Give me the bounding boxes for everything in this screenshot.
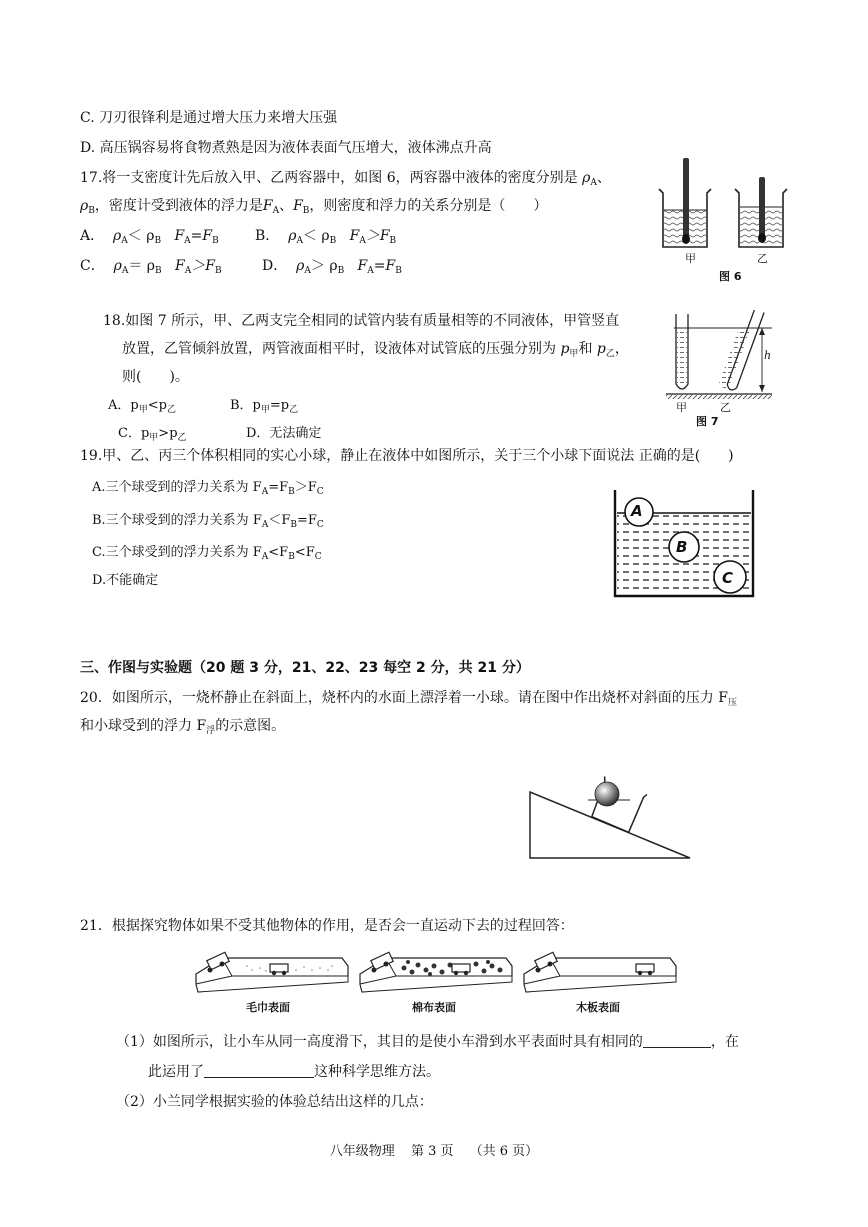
option-18-b: [230, 396, 298, 420]
opt-rel: ＞F: [191, 258, 215, 274]
surface-towel-drawing: [192, 948, 352, 998]
question-17-line2: [80, 196, 547, 221]
ball-a-label: A: [631, 502, 643, 520]
surface-cotton-label: 棉布表面: [412, 1001, 456, 1014]
symbol-fb: F: [293, 198, 303, 214]
opt-text: ＜F: [268, 513, 291, 528]
figure-20-drawing: [522, 762, 694, 870]
question-17-text: 17.将一支密度计先后放入甲、乙两容器中，如图 6，两容器中液体的密度分别是: [80, 170, 578, 186]
question-21: 21．根据探究物体如果不受其他物体的作用，是否会一直运动下去的过程回答：: [80, 918, 574, 934]
subscript: 乙: [605, 349, 615, 359]
answer-blank-2[interactable]: [204, 1063, 314, 1078]
opt-sym: F: [175, 258, 185, 274]
answer-blank-1[interactable]: [643, 1033, 711, 1048]
subscript: 甲: [138, 405, 148, 415]
surface-wood-drawing: [520, 948, 680, 998]
question-18-line2: [122, 339, 629, 364]
opt-text: <F: [268, 545, 289, 560]
section-3-heading: 三、作图与实验题（20 题 3 分，21、22、23 每空 2 分，共 21 分）: [80, 660, 530, 676]
question-21-text: ，在: [710, 1034, 739, 1050]
opt-sym: ρ: [113, 228, 122, 244]
figure-21-cotton: [356, 948, 516, 1020]
punct: 、: [596, 170, 611, 186]
opt-sym: ρ: [288, 228, 297, 244]
subscript: B: [329, 236, 337, 246]
subscript: B: [302, 206, 310, 216]
subscript: A: [184, 266, 192, 276]
opt-rel: ＞ ρ: [310, 258, 338, 274]
figure-6-caption: 图 6: [719, 270, 742, 283]
subscript: A: [367, 266, 374, 276]
footer-subject: 八年级物理: [329, 1144, 395, 1159]
ball-b-label: B: [676, 538, 688, 556]
punct: ，: [614, 341, 629, 357]
opt-rel: ＜ ρ: [127, 228, 155, 244]
figure-7: [662, 310, 782, 430]
subscript: B: [214, 266, 222, 276]
question-20-line1: [80, 688, 737, 713]
subscript: B: [395, 266, 402, 276]
symbol-fa: F: [262, 198, 273, 214]
opt-letter: C．: [80, 258, 105, 274]
subscript: A: [261, 520, 269, 530]
question-21-part1-line2: [148, 1062, 440, 1082]
opt-sym: F: [357, 258, 368, 274]
figure-19: [612, 488, 757, 600]
subscript: B: [155, 266, 162, 276]
opt-text: <F: [294, 545, 315, 560]
subscript: B: [337, 266, 345, 276]
opt-text: A.三个球受到的浮力关系为 F: [92, 480, 262, 495]
ball-c-label: C: [722, 569, 734, 587]
option-17-d: [262, 256, 402, 281]
surface-cotton-drawing: [356, 948, 516, 998]
question-21-text: 此运用了: [148, 1064, 204, 1080]
surface-wood-label: 木板表面: [576, 1001, 620, 1014]
subscript: A: [261, 487, 269, 497]
option-19-a: [92, 478, 324, 502]
opt-sym: ρ: [296, 258, 305, 274]
option-17-a: [80, 226, 219, 251]
page-footer: [0, 1140, 868, 1159]
figure-7-label-yi: 乙: [720, 401, 731, 414]
subscript: 甲: [149, 433, 159, 443]
subscript: C: [314, 552, 322, 562]
question-21-text: （1）如图所示，让小车从同一高度滑下，其目的是使小车滑到水平表面时具有相同的: [116, 1034, 643, 1050]
figure-20: [522, 762, 694, 870]
option-17-b: [255, 226, 396, 251]
option-16-d: D. 高压锅容易将食物煮熟是因为液体表面气压增大，液体沸点升高: [80, 140, 492, 156]
opt-sym: F: [349, 228, 360, 244]
subscript: B: [389, 236, 397, 246]
subscript: C: [316, 520, 324, 530]
subscript: A: [296, 236, 303, 246]
subscript: B: [212, 236, 219, 246]
question-20-text: 20．如图所示，一烧杯静止在斜面上，烧杯内的水面上漂浮着一小球。请在图中作出烧杯对斜面的压力 F: [80, 690, 728, 706]
opt-text: =F: [297, 513, 317, 528]
question-18-line3: 则( )。: [122, 369, 189, 385]
subscript: B: [290, 520, 297, 530]
question-19: 19.甲、乙、丙三个体积相同的实心小球，静止在液体中如图所示，关于三个小球下面说法 正确的是( ): [80, 448, 734, 464]
subscript: B: [288, 552, 295, 562]
opt-text: <p: [147, 398, 167, 413]
opt-rel: ＞F: [365, 228, 390, 244]
subscript: B: [154, 236, 162, 246]
footer-total-pages: （共 6 页）: [469, 1144, 539, 1159]
question-17-text2: ，密度计受到液体的浮力是: [94, 198, 263, 214]
figure-6-label-yi: 乙: [757, 252, 768, 265]
subscript: A: [121, 236, 128, 246]
opt-letter: D．: [262, 258, 288, 274]
subscript: 乙: [166, 405, 176, 415]
figure-7-label-jia: 甲: [676, 401, 687, 414]
subscript: B: [88, 206, 95, 216]
figure-21-wood: [520, 948, 680, 1020]
subscript: A: [121, 266, 129, 276]
figure-7-h-label: h: [764, 349, 772, 362]
subscript: A: [272, 206, 280, 216]
question-21-text: 这种科学思维方法。: [314, 1064, 440, 1080]
figure-6-label-jia: 甲: [685, 252, 696, 265]
opt-letter: B．: [255, 228, 280, 244]
question-17-line1: [80, 168, 611, 193]
question-21-part2: （2）小兰同学根据实验的体验总结出这样的几点：: [116, 1094, 433, 1110]
option-18-a: [108, 396, 176, 420]
opt-text: B．p: [230, 398, 261, 413]
opt-rel: =F: [190, 228, 213, 244]
option-18-d: D．无法确定: [246, 426, 322, 441]
subscript: 乙: [177, 433, 187, 443]
question-18-line1: 18.如图 7 所示，甲、乙两支完全相同的试管内装有质量相等的不同液体，甲管竖直: [103, 313, 620, 329]
footer-page-number: 第 3 页: [410, 1144, 454, 1159]
symbol-p: p: [596, 341, 606, 357]
figure-6: [655, 155, 795, 290]
opt-text: >p: [158, 426, 178, 441]
opt-letter: A．: [80, 228, 105, 244]
figure-21-towel: [192, 948, 352, 1020]
subscript: A: [590, 178, 597, 188]
question-20-text3: 的示意图。: [215, 718, 286, 734]
question-20-text2: 和小球受到的浮力 F: [80, 718, 207, 734]
option-19-d: D.不能确定: [92, 573, 159, 588]
subscript: 甲: [260, 405, 270, 415]
punct: 、: [279, 198, 294, 214]
question-21-part1-line1: [116, 1032, 739, 1052]
opt-rel: ＜ ρ: [302, 228, 330, 244]
symbol-rho-b: ρ: [80, 198, 89, 214]
subscript: 乙: [289, 405, 299, 415]
subscript: 压: [727, 698, 737, 708]
opt-rel: =F: [373, 258, 396, 274]
option-19-b: [92, 511, 324, 535]
subscript: C: [316, 487, 324, 497]
question-20-line2: [80, 716, 285, 741]
option-18-c: [118, 424, 187, 448]
opt-text: B.三个球受到的浮力关系为 F: [92, 513, 262, 528]
opt-text: =F: [268, 480, 289, 495]
opt-sym: ρ: [113, 258, 122, 274]
option-19-c: [92, 543, 322, 567]
symbol-p: p: [560, 341, 570, 357]
opt-text: =p: [269, 398, 290, 413]
word: 和: [578, 341, 593, 357]
opt-sym: F: [174, 228, 185, 244]
subscript: 浮: [206, 726, 216, 736]
subscript: B: [288, 487, 295, 497]
subscript: A: [359, 236, 366, 246]
surface-towel-label: 毛巾表面: [246, 1001, 290, 1014]
figure-7-caption: 图 7: [696, 415, 719, 428]
opt-text: C.三个球受到的浮力关系为 F: [92, 545, 262, 560]
subscript: A: [261, 552, 269, 562]
symbol-rho-a: ρ: [582, 170, 591, 186]
opt-text: A．p: [108, 398, 139, 413]
subscript: 甲: [569, 349, 579, 359]
question-18-text: 放置，乙管倾斜放置，两管液面相平时，设液体对试管底的压强分别为: [122, 341, 556, 357]
opt-text: ＞F: [294, 480, 317, 495]
subscript: A: [304, 266, 311, 276]
question-17-text3: ，则密度和浮力的关系分别是（ ）: [309, 198, 548, 214]
opt-rel: ＝ ρ: [128, 258, 156, 274]
option-16-c: C. 刀刃很锋利是通过增大压力来增大压强: [80, 110, 338, 126]
opt-text: C．p: [118, 426, 150, 441]
subscript: A: [184, 236, 191, 246]
option-17-c: [80, 256, 222, 281]
